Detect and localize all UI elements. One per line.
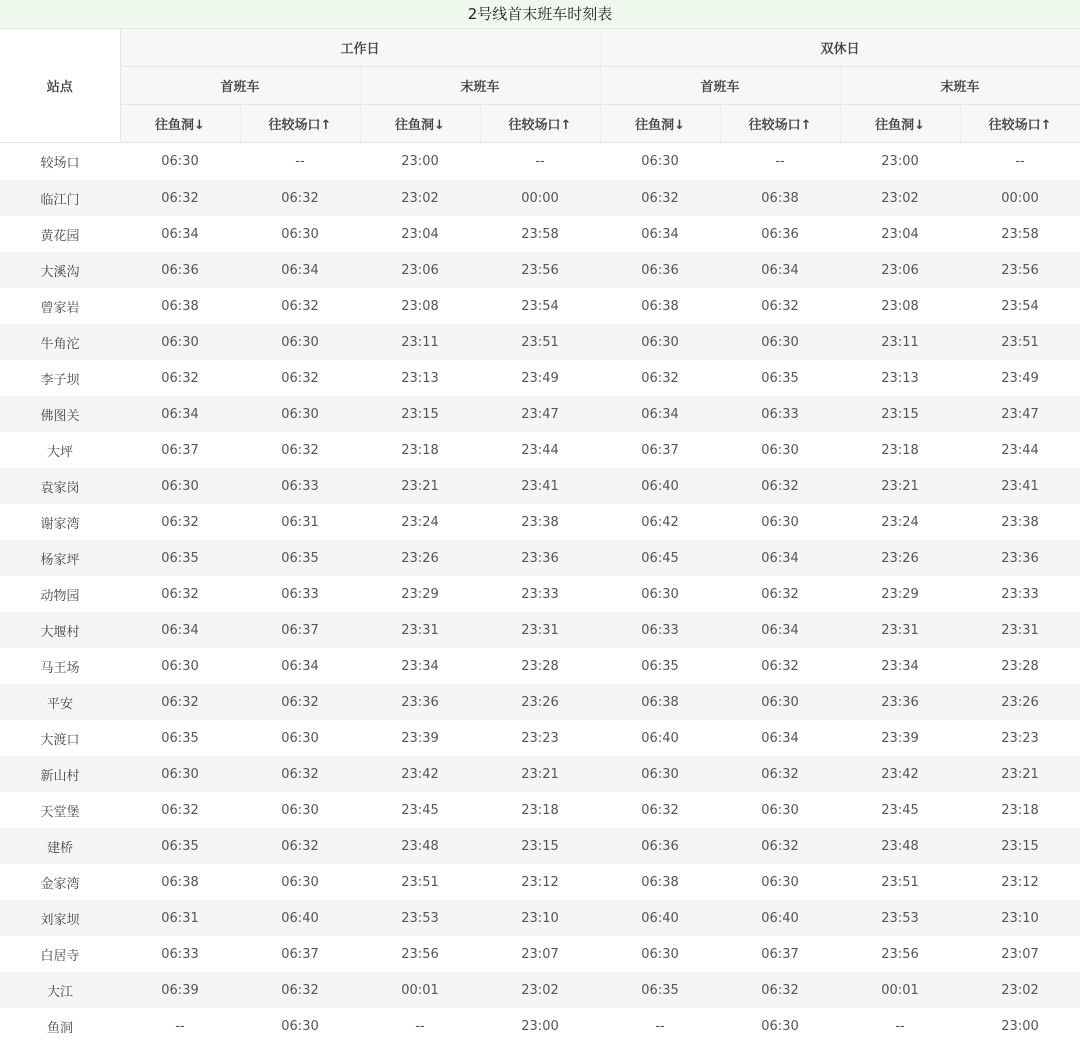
time-cell: 00:00: [960, 180, 1080, 216]
time-cell: 23:26: [360, 540, 480, 576]
time-cell: 23:15: [960, 828, 1080, 864]
time-cell: 06:30: [120, 468, 240, 504]
time-cell: 06:34: [240, 648, 360, 684]
time-cell: 06:30: [120, 648, 240, 684]
station-name-cell: 谢家湾: [0, 504, 120, 540]
time-cell: 06:40: [240, 900, 360, 936]
time-cell: 06:30: [240, 864, 360, 900]
time-cell: 06:34: [120, 216, 240, 252]
time-cell: 06:32: [120, 576, 240, 612]
time-cell: --: [720, 143, 840, 181]
time-cell: 23:02: [840, 180, 960, 216]
time-cell: 06:36: [120, 252, 240, 288]
station-name-cell: 牛角沱: [0, 324, 120, 360]
time-cell: 06:39: [120, 972, 240, 1008]
time-cell: 23:34: [840, 648, 960, 684]
time-cell: 06:33: [240, 468, 360, 504]
time-cell: 06:32: [720, 468, 840, 504]
station-name-cell: 平安: [0, 684, 120, 720]
time-cell: 06:32: [720, 648, 840, 684]
time-cell: 06:38: [600, 684, 720, 720]
time-cell: 06:38: [720, 180, 840, 216]
time-cell: 23:42: [840, 756, 960, 792]
time-cell: 23:28: [480, 648, 600, 684]
time-cell: 23:15: [360, 396, 480, 432]
time-cell: 23:44: [480, 432, 600, 468]
time-cell: --: [840, 1008, 960, 1044]
time-cell: 23:41: [480, 468, 600, 504]
time-cell: 06:32: [600, 360, 720, 396]
time-cell: 23:51: [480, 324, 600, 360]
time-cell: 06:32: [240, 756, 360, 792]
time-cell: 23:47: [960, 396, 1080, 432]
time-cell: 23:41: [960, 468, 1080, 504]
time-cell: 06:30: [240, 324, 360, 360]
time-cell: 23:53: [840, 900, 960, 936]
time-cell: 06:34: [720, 540, 840, 576]
table-row: [0, 288, 1080, 324]
station-name-cell: 临江门: [0, 180, 120, 216]
time-cell: 06:32: [120, 504, 240, 540]
time-cell: 06:37: [240, 612, 360, 648]
timetable-body: [0, 143, 1080, 1044]
time-cell: --: [480, 143, 600, 181]
time-cell: 06:30: [600, 576, 720, 612]
time-cell: 06:30: [120, 756, 240, 792]
time-cell: 23:36: [840, 684, 960, 720]
time-cell: 06:40: [600, 468, 720, 504]
time-cell: 23:28: [960, 648, 1080, 684]
time-cell: 06:34: [720, 612, 840, 648]
time-cell: 23:56: [960, 252, 1080, 288]
station-name-cell: 大坪: [0, 432, 120, 468]
workday-header: 工作日: [120, 29, 600, 67]
table-row: [0, 180, 1080, 216]
station-name-cell: 天堂堡: [0, 792, 120, 828]
time-cell: 06:30: [240, 396, 360, 432]
direction-jiaochangkou-header: 往较场口↑: [240, 105, 360, 143]
time-cell: 23:47: [480, 396, 600, 432]
time-cell: 06:45: [600, 540, 720, 576]
time-cell: 23:56: [480, 252, 600, 288]
time-cell: 23:49: [960, 360, 1080, 396]
time-cell: 06:32: [240, 288, 360, 324]
time-cell: 06:30: [720, 1008, 840, 1044]
table-row: [0, 972, 1080, 1008]
time-cell: 06:30: [720, 792, 840, 828]
time-cell: 23:29: [840, 576, 960, 612]
time-cell: 06:32: [720, 288, 840, 324]
time-cell: 23:29: [360, 576, 480, 612]
time-cell: 23:12: [480, 864, 600, 900]
table-row: [0, 792, 1080, 828]
station-name-cell: 金家湾: [0, 864, 120, 900]
time-cell: 06:31: [240, 504, 360, 540]
table-row: [0, 900, 1080, 936]
time-cell: 06:30: [600, 756, 720, 792]
table-row: [0, 216, 1080, 252]
table-row: [0, 432, 1080, 468]
station-name-cell: 杨家坪: [0, 540, 120, 576]
time-cell: 23:31: [840, 612, 960, 648]
time-cell: 23:36: [960, 540, 1080, 576]
time-cell: 06:35: [600, 648, 720, 684]
time-cell: 23:49: [480, 360, 600, 396]
time-cell: 23:21: [480, 756, 600, 792]
time-cell: 23:54: [960, 288, 1080, 324]
weekend-header: 双休日: [600, 29, 1080, 67]
time-cell: 06:30: [600, 324, 720, 360]
time-cell: 23:23: [960, 720, 1080, 756]
time-cell: 06:33: [240, 576, 360, 612]
time-cell: 23:21: [960, 756, 1080, 792]
direction-yudong-header: 往鱼洞↓: [120, 105, 240, 143]
time-cell: 23:06: [840, 252, 960, 288]
time-cell: 06:35: [600, 972, 720, 1008]
time-cell: 06:35: [120, 828, 240, 864]
time-cell: 06:36: [600, 828, 720, 864]
time-cell: 23:13: [360, 360, 480, 396]
time-cell: 06:32: [720, 756, 840, 792]
station-name-cell: 黄花园: [0, 216, 120, 252]
time-cell: 06:40: [600, 900, 720, 936]
time-cell: 06:35: [120, 720, 240, 756]
station-name-cell: 大溪沟: [0, 252, 120, 288]
time-cell: 06:36: [720, 216, 840, 252]
time-cell: 06:30: [720, 684, 840, 720]
time-cell: 00:01: [840, 972, 960, 1008]
table-row: [0, 143, 1080, 181]
time-cell: 23:24: [840, 504, 960, 540]
time-cell: 23:31: [480, 612, 600, 648]
time-cell: 06:32: [600, 180, 720, 216]
time-cell: 23:33: [960, 576, 1080, 612]
time-cell: 23:51: [840, 864, 960, 900]
time-cell: 06:32: [120, 360, 240, 396]
time-cell: 23:08: [360, 288, 480, 324]
station-name-cell: 佛图关: [0, 396, 120, 432]
table-row: [0, 684, 1080, 720]
time-cell: 06:40: [720, 900, 840, 936]
time-cell: 06:33: [600, 612, 720, 648]
weekend-last-train-header: 末班车: [840, 67, 1080, 105]
table-row: [0, 648, 1080, 684]
table-row: [0, 360, 1080, 396]
time-cell: 23:21: [840, 468, 960, 504]
time-cell: 06:33: [120, 936, 240, 972]
time-cell: 23:00: [360, 143, 480, 181]
time-cell: 06:30: [240, 1008, 360, 1044]
time-cell: 00:00: [480, 180, 600, 216]
time-cell: 23:58: [960, 216, 1080, 252]
time-cell: 23:18: [840, 432, 960, 468]
direction-jiaochangkou-header: 往较场口↑: [960, 105, 1080, 143]
table-row: [0, 756, 1080, 792]
time-cell: 23:56: [840, 936, 960, 972]
station-name-cell: 动物园: [0, 576, 120, 612]
time-cell: 06:34: [240, 252, 360, 288]
time-cell: 23:00: [480, 1008, 600, 1044]
time-cell: 23:24: [360, 504, 480, 540]
table-row: [0, 252, 1080, 288]
table-row: [0, 828, 1080, 864]
time-cell: 06:32: [120, 792, 240, 828]
workday-last-train-header: 末班车: [360, 67, 600, 105]
table-row: [0, 720, 1080, 756]
time-cell: 23:45: [360, 792, 480, 828]
time-cell: 06:30: [240, 216, 360, 252]
time-cell: 06:30: [240, 792, 360, 828]
time-cell: 23:53: [360, 900, 480, 936]
table-row: [0, 936, 1080, 972]
table-row: [0, 864, 1080, 900]
time-cell: 23:56: [360, 936, 480, 972]
time-cell: --: [240, 143, 360, 181]
time-cell: 23:38: [480, 504, 600, 540]
time-cell: 06:30: [720, 432, 840, 468]
time-cell: 23:07: [480, 936, 600, 972]
time-cell: 06:32: [120, 180, 240, 216]
time-cell: 23:00: [960, 1008, 1080, 1044]
time-cell: 06:40: [600, 720, 720, 756]
time-cell: 06:32: [240, 828, 360, 864]
table-row: [0, 396, 1080, 432]
time-cell: 23:18: [960, 792, 1080, 828]
time-cell: 23:39: [360, 720, 480, 756]
station-column-header: 站点: [0, 29, 120, 143]
direction-yudong-header: 往鱼洞↓: [360, 105, 480, 143]
time-cell: 06:38: [120, 864, 240, 900]
time-cell: 23:02: [960, 972, 1080, 1008]
time-cell: 23:11: [840, 324, 960, 360]
time-cell: 06:37: [720, 936, 840, 972]
time-cell: 23:13: [840, 360, 960, 396]
time-cell: 23:00: [840, 143, 960, 181]
direction-jiaochangkou-header: 往较场口↑: [480, 105, 600, 143]
direction-jiaochangkou-header: 往较场口↑: [720, 105, 840, 143]
time-cell: 06:32: [720, 972, 840, 1008]
time-cell: 06:32: [240, 972, 360, 1008]
time-cell: 23:42: [360, 756, 480, 792]
time-cell: 06:31: [120, 900, 240, 936]
station-name-cell: 大堰村: [0, 612, 120, 648]
time-cell: 06:34: [720, 720, 840, 756]
station-name-cell: 马王场: [0, 648, 120, 684]
time-cell: 23:31: [360, 612, 480, 648]
time-cell: --: [120, 1008, 240, 1044]
time-cell: 06:32: [240, 360, 360, 396]
time-cell: 23:26: [840, 540, 960, 576]
station-name-cell: 大渡口: [0, 720, 120, 756]
time-cell: 06:34: [120, 396, 240, 432]
time-cell: 06:37: [600, 432, 720, 468]
time-cell: 23:23: [480, 720, 600, 756]
time-cell: 23:51: [960, 324, 1080, 360]
workday-first-train-header: 首班车: [120, 67, 360, 105]
time-cell: 23:54: [480, 288, 600, 324]
time-cell: 06:34: [120, 612, 240, 648]
table-row: [0, 576, 1080, 612]
time-cell: 23:11: [360, 324, 480, 360]
time-cell: 23:33: [480, 576, 600, 612]
time-cell: 06:32: [240, 432, 360, 468]
time-cell: 06:35: [720, 360, 840, 396]
time-cell: 23:26: [480, 684, 600, 720]
station-name-cell: 建桥: [0, 828, 120, 864]
time-cell: 00:01: [360, 972, 480, 1008]
time-cell: 23:12: [960, 864, 1080, 900]
table-row: [0, 1008, 1080, 1044]
time-cell: 23:18: [360, 432, 480, 468]
time-cell: --: [960, 143, 1080, 181]
direction-yudong-header: 往鱼洞↓: [600, 105, 720, 143]
table-row: [0, 540, 1080, 576]
time-cell: 23:58: [480, 216, 600, 252]
time-cell: 06:30: [120, 324, 240, 360]
time-cell: 23:15: [480, 828, 600, 864]
station-name-cell: 袁家岗: [0, 468, 120, 504]
time-cell: 23:38: [960, 504, 1080, 540]
time-cell: 06:34: [600, 396, 720, 432]
time-cell: 06:37: [120, 432, 240, 468]
time-cell: 06:38: [600, 864, 720, 900]
time-cell: 06:42: [600, 504, 720, 540]
time-cell: 06:38: [120, 288, 240, 324]
time-cell: 23:02: [480, 972, 600, 1008]
time-cell: 06:36: [600, 252, 720, 288]
time-cell: 06:30: [600, 936, 720, 972]
station-name-cell: 较场口: [0, 143, 120, 181]
station-name-cell: 大江: [0, 972, 120, 1008]
time-cell: 23:08: [840, 288, 960, 324]
time-cell: 06:30: [120, 143, 240, 181]
time-cell: 06:35: [240, 540, 360, 576]
time-cell: 23:26: [960, 684, 1080, 720]
time-cell: 06:34: [600, 216, 720, 252]
time-cell: 06:30: [720, 864, 840, 900]
time-cell: 23:44: [960, 432, 1080, 468]
time-cell: 06:38: [600, 288, 720, 324]
time-cell: 06:30: [720, 324, 840, 360]
table-row: [0, 468, 1080, 504]
weekend-first-train-header: 首班车: [600, 67, 840, 105]
time-cell: 23:04: [360, 216, 480, 252]
timetable: [0, 29, 1080, 1044]
time-cell: 06:33: [720, 396, 840, 432]
time-cell: 06:30: [240, 720, 360, 756]
time-cell: 06:32: [240, 684, 360, 720]
time-cell: 23:45: [840, 792, 960, 828]
time-cell: 06:32: [120, 684, 240, 720]
time-cell: 23:51: [360, 864, 480, 900]
time-cell: 23:15: [840, 396, 960, 432]
time-cell: 06:32: [720, 828, 840, 864]
time-cell: 23:48: [840, 828, 960, 864]
time-cell: 06:30: [600, 143, 720, 181]
time-cell: --: [360, 1008, 480, 1044]
time-cell: 23:10: [960, 900, 1080, 936]
time-cell: 06:30: [720, 504, 840, 540]
time-cell: 23:39: [840, 720, 960, 756]
time-cell: 23:36: [480, 540, 600, 576]
time-cell: 23:10: [480, 900, 600, 936]
table-row: [0, 504, 1080, 540]
time-cell: 23:48: [360, 828, 480, 864]
table-row: [0, 612, 1080, 648]
time-cell: 06:32: [240, 180, 360, 216]
time-cell: 23:34: [360, 648, 480, 684]
station-name-cell: 鱼洞: [0, 1008, 120, 1044]
time-cell: 23:18: [480, 792, 600, 828]
station-name-cell: 白居寺: [0, 936, 120, 972]
time-cell: 23:04: [840, 216, 960, 252]
time-cell: 23:07: [960, 936, 1080, 972]
time-cell: 23:31: [960, 612, 1080, 648]
table-row: [0, 324, 1080, 360]
time-cell: 06:35: [120, 540, 240, 576]
time-cell: 06:37: [240, 936, 360, 972]
station-name-cell: 刘家坝: [0, 900, 120, 936]
time-cell: 06:32: [600, 792, 720, 828]
time-cell: 23:36: [360, 684, 480, 720]
station-name-cell: 李子坝: [0, 360, 120, 396]
time-cell: 23:06: [360, 252, 480, 288]
time-cell: 06:32: [720, 576, 840, 612]
time-cell: 23:21: [360, 468, 480, 504]
timetable-title: 2号线首末班车时刻表: [0, 0, 1080, 29]
station-name-cell: 新山村: [0, 756, 120, 792]
time-cell: 06:34: [720, 252, 840, 288]
time-cell: 23:02: [360, 180, 480, 216]
time-cell: --: [600, 1008, 720, 1044]
direction-yudong-header: 往鱼洞↓: [840, 105, 960, 143]
station-name-cell: 曾家岩: [0, 288, 120, 324]
